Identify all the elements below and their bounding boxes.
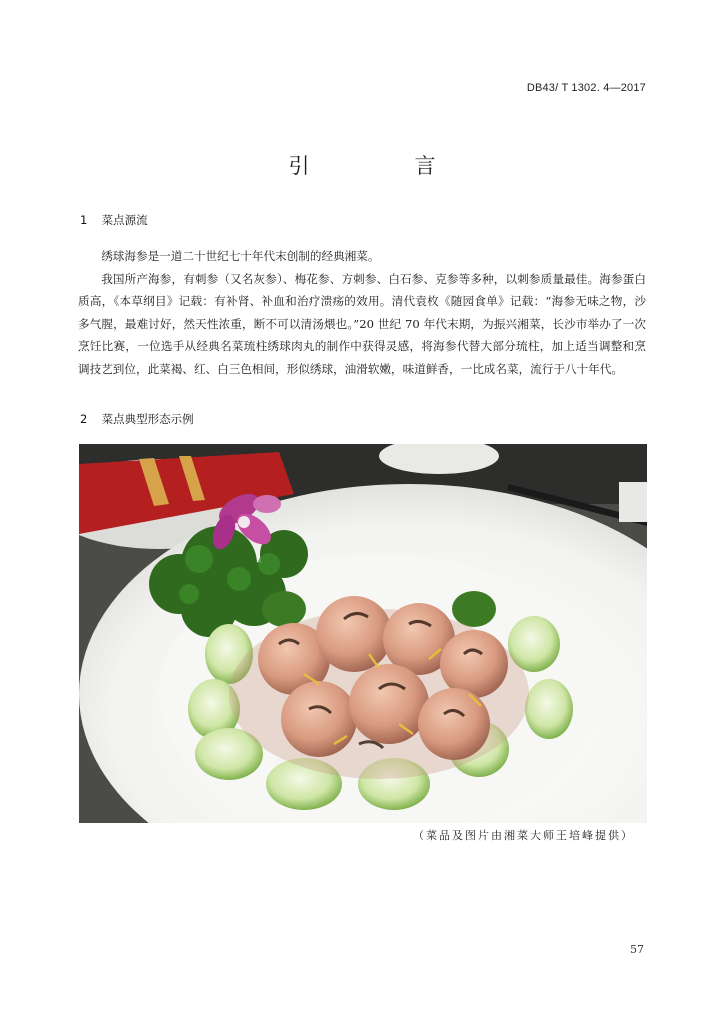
page-number: 57 <box>630 943 644 956</box>
section-title: 菜点典型形态示例 <box>101 412 194 426</box>
standard-code: DB43/ T 1302. 4—2017 <box>526 82 646 94</box>
section-heading-1 <box>80 212 148 228</box>
section-number: 1 <box>80 213 88 227</box>
section-title: 菜点源流 <box>101 213 148 227</box>
page-title: 引 言 <box>288 154 478 178</box>
paragraph: 我国所产海参，有刺参（又名灰参）、梅花参、方刺参、白石参、克参等多种，以刺参质量最佳。海参蛋白质高，《本草纲目》记载：有补肾、补血和治疗溃疡的效用。清代袁枚《随园食单》记载：“海参无味之物，沙多气腥，最难讨好，然天性浓重，断不可以清汤煨也。”20 世纪 70 年代末期，为振兴湘菜，长沙市举办了一次烹饪比赛，一位选手从经典名菜琉柱绣球肉丸的制作中获得灵感，将海参代替大部分琉柱，加上适当调整和烹调技艺到位，此菜褐、红、白三色相间，形似绣球，油滑软嫩，味道鲜香，一比成名菜，流行于八十年代。 <box>78 271 646 376</box>
dish-photo <box>79 444 647 823</box>
section-heading-2 <box>80 411 194 427</box>
body-text <box>78 245 646 380</box>
photo-caption: （菜品及图片由湘菜大师王培峰提供） <box>413 829 634 842</box>
paragraph: 绣球海参是一道二十世纪七十年代末创制的经典湘菜。 <box>101 249 380 263</box>
section-number: 2 <box>80 412 88 426</box>
